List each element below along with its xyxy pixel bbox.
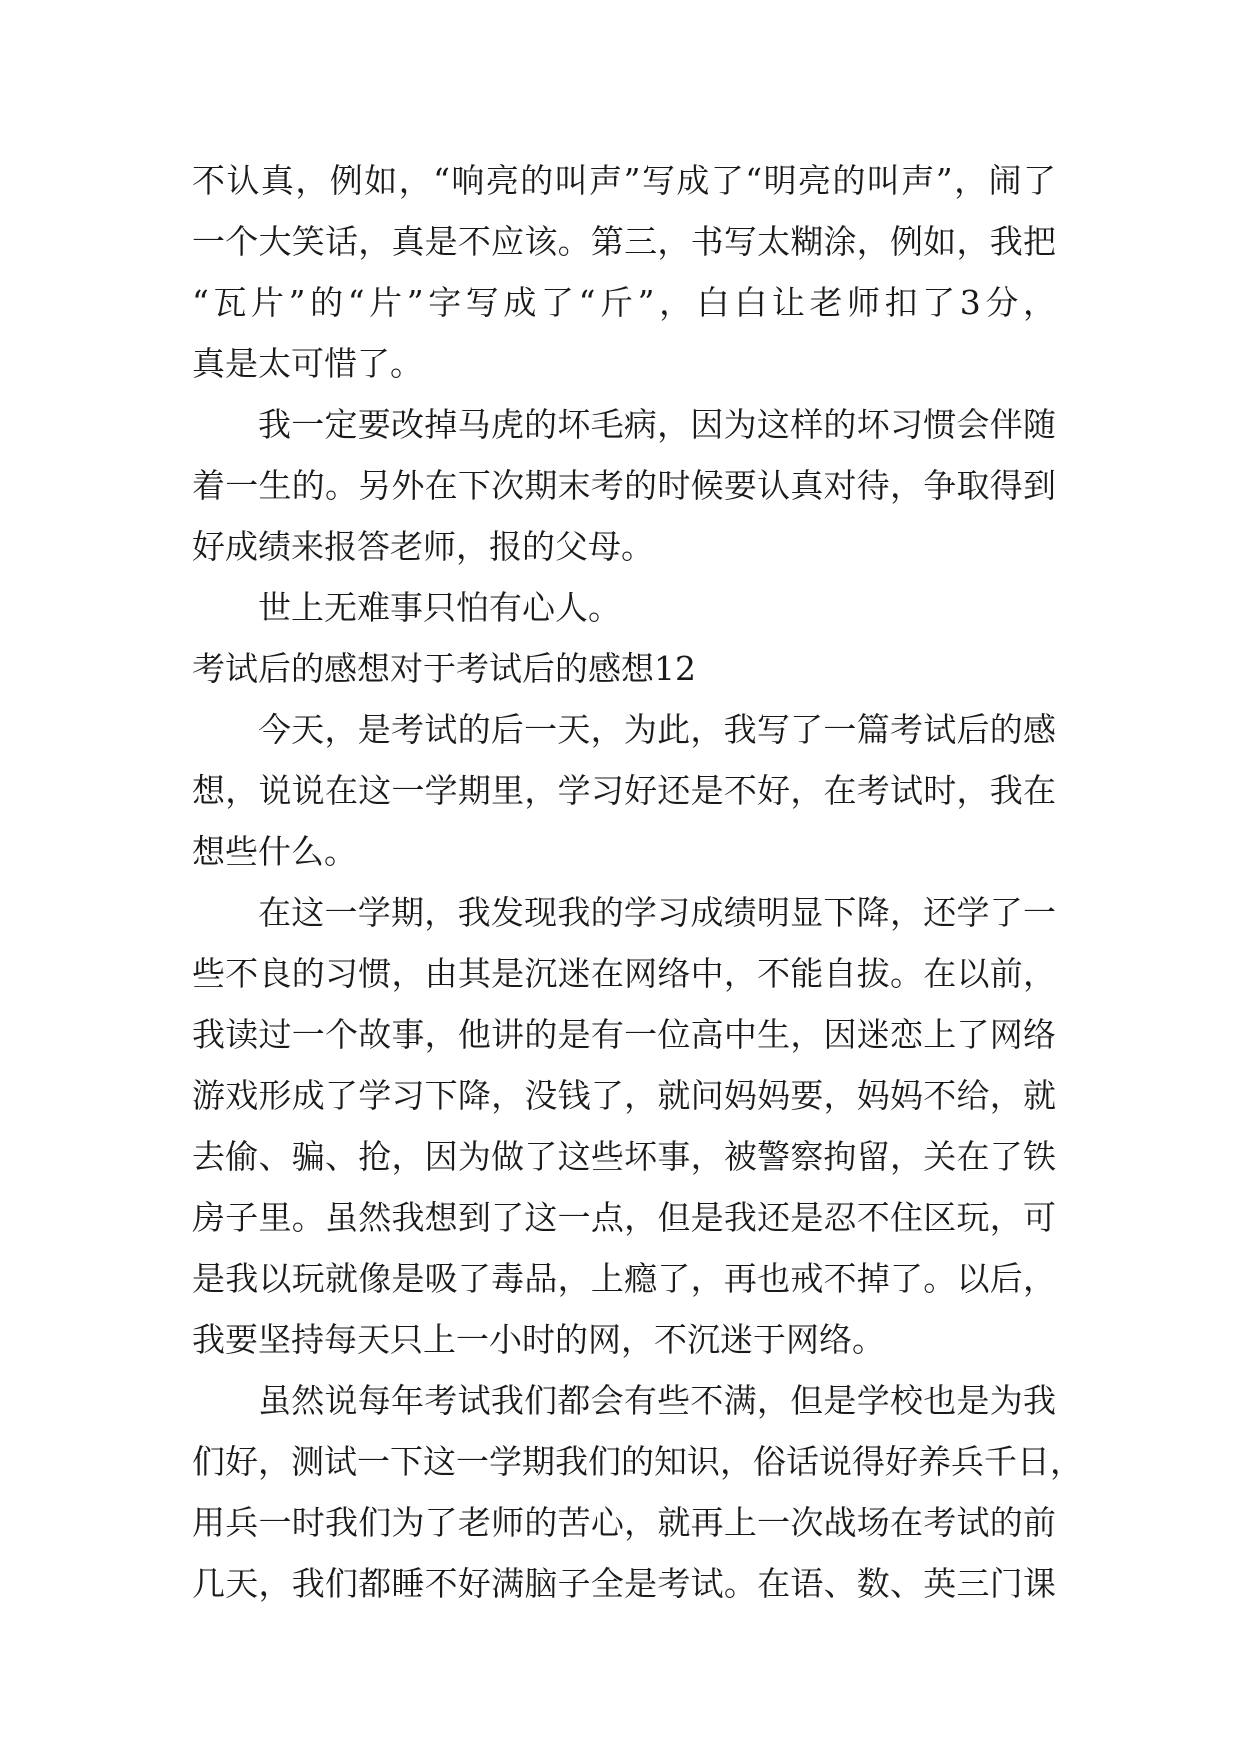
text-line: 些不良的习惯，由其是沉迷在网络中，不能自拔。在以前， [192,954,1056,993]
text-line: “瓦片”的“片”字写成了“斤”，白白让老师扣了3分， [192,283,1056,322]
text-line: 房子里。虽然我想到了这一点，但是我还是忍不住区玩，可 [192,1198,1056,1237]
paragraph [192,394,1056,577]
text-line: 去偷、骗、抢，因为做了这些坏事，被警察拘留，关在了铁 [192,1137,1056,1176]
text-line: 着一生的。另外在下次期末考的时候要认真对待，争取得到 [192,466,1056,505]
paragraph [192,577,1056,638]
text-line: 我读过一个故事，他讲的是有一位高中生，因迷恋上了网络 [192,1015,1056,1054]
text-line: 我一定要改掉马虎的坏毛病，因为这样的坏习惯会伴随 [258,405,1056,444]
text-line: 今天，是考试的后一天，为此，我写了一篇考试后的感 [258,710,1056,749]
text-line: 想，说说在这一学期里，学习好还是不好，在考试时，我在 [192,771,1056,810]
document-page [192,150,1083,1614]
text-line: 们好，测试一下这一学期我们的知识，俗话说得好养兵千日， [192,1442,1083,1481]
paragraph [192,882,1056,1370]
text-line: 我要坚持每天只上一小时的网，不沉迷于网络。 [192,1320,885,1359]
paragraph [192,1370,1083,1614]
text-line: 真是太可惜了。 [192,344,423,383]
paragraph [192,699,1056,882]
text-line: 一个大笑话，真是不应该。第三，书写太糊涂，例如，我把 [192,222,1056,261]
text-line: 想些什么。 [192,832,357,871]
text-line: 游戏形成了学习下降，没钱了，就问妈妈要，妈妈不给，就 [192,1076,1056,1115]
text-line: 是我以玩就像是吸了毒品，上瘾了，再也戒不掉了。以后， [192,1259,1056,1298]
text-line: 世上无难事只怕有心人。 [258,588,621,627]
text-line: 用兵一时我们为了老师的苦心，就再上一次战场在考试的前 [192,1503,1056,1542]
text-line: 好成绩来报答老师，报的父母。 [192,527,654,566]
text-line: 几天，我们都睡不好满脑子全是考试。在语、数、英三门课 [192,1564,1056,1603]
text-line: 在这一学期，我发现我的学习成绩明显下降，还学了一 [258,893,1056,932]
section-heading: 考试后的感想对于考试后的感想12 [192,649,696,688]
text-line: 不认真，例如，“响亮的叫声”写成了“明亮的叫声”，闹了 [192,161,1056,200]
paragraph [192,150,1056,394]
text-line: 虽然说每年考试我们都会有些不满，但是学校也是为我 [258,1381,1056,1420]
